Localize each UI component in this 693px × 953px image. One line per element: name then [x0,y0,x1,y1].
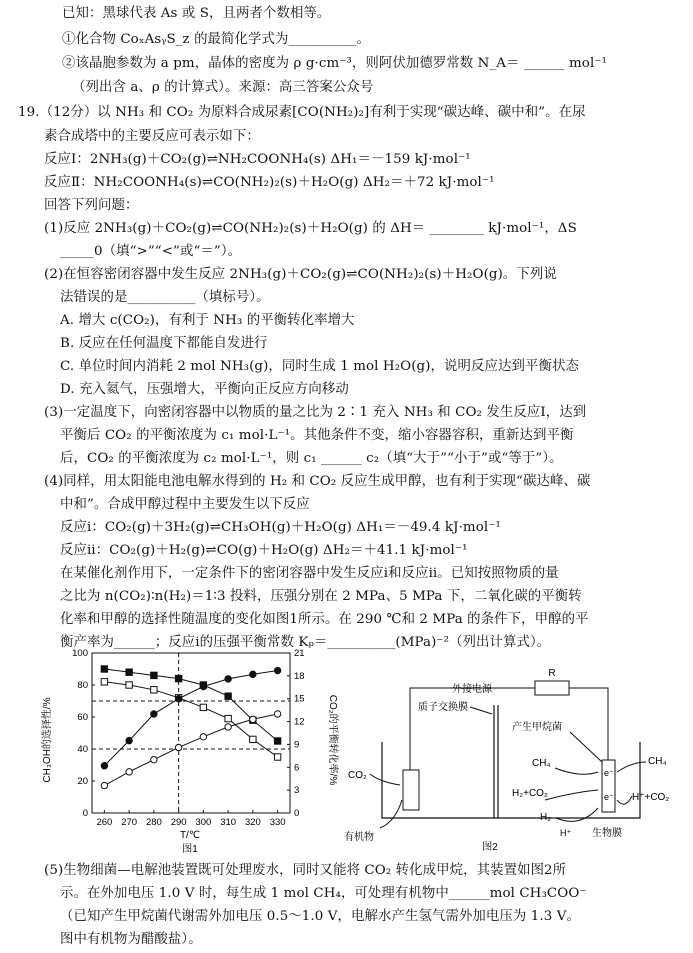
text-line: D. 充入氦气，压强增大，平衡向正反应方向移动 [60,382,349,397]
text-line: （已知产生甲烷菌代谢需外加电压 0.5～1.0 V，电解水产生氢气需外加电压为 1.3 V。 [60,909,580,924]
text-line: 示。在外加电压 1.0 V 时，每生成 1 mol CH₄，可处理有机物中______mol CH₃COO⁻ [60,886,587,901]
text-line: 素合成塔中的主要反应可表示如下： [44,129,260,144]
text-line: 法错误的是__________（填标号）。 [60,290,270,305]
text-line: 回答下列问题： [44,198,139,213]
data-point [101,666,107,672]
y-right-tick-label: 9 [294,739,300,751]
data-point [126,737,132,743]
hco2-out: H⁺+CO₂ [632,792,670,803]
chart-caption: 图1 [182,844,198,855]
plot-frame [92,653,290,813]
y-left-tick-label: 80 [77,680,88,691]
ch4-out: CH₄ [648,756,667,767]
data-point [151,687,157,693]
x-tick-label: 300 [195,817,212,828]
y-left-tick-label: 40 [77,744,88,755]
text-line: 已知：黑球代表 As 或 S，且两者个数相等。 [62,6,331,21]
data-point [175,696,181,702]
data-point [175,744,181,750]
resistor [535,681,569,695]
figure-1-chart [40,645,340,857]
data-point [126,769,132,775]
data-point [274,711,280,717]
series-line [104,669,277,741]
data-point [126,669,132,675]
text-line: 化率和甲醇的选择性随温度的变化如图1所示。在 290 ℃和 2 MPa 的条件下，甲醇的平 [60,612,589,627]
text-line: 平衡后 CO₂ 的平衡浓度为 c₁ mol·L⁻¹。其他条件不变，缩小容器容积，重新达到平衡 [60,428,574,443]
membrane-label: 质子交换膜 [418,702,468,713]
y-left-tick-label: 100 [72,648,88,659]
text-line: 中和”。合成甲醇过程中主要发生以下反应 [60,497,310,512]
data-point [151,672,157,678]
text-line: A. 增大 c(CO₂)，有利于 NH₃ 的平衡转化率增大 [60,313,355,328]
data-point [225,724,231,730]
data-point [225,676,231,682]
text-line: 反应Ⅱ：NH₂COONH₄(s)⇌CO(NH₂)₂(s)＋H₂O(g) ΔH₂＝＋72 kJ·mol⁻¹ [44,175,495,190]
resistor-label: R [548,668,556,679]
chart-ticks [72,648,304,828]
power-label: 外接电源 [452,684,492,695]
y-right-tick-label: 6 [294,762,300,774]
text-line: 衡产率为______；反应ⅰ的压强平衡常数 Kₚ＝__________(MPa)⁻²（列出计算式）。 [60,635,551,650]
text-line: 后，CO₂ 的平衡浓度为 c₂ mol·L⁻¹，则 c₁ ______ c₂（填“大于”“小于”或“等于”）。 [60,451,563,466]
y-right-tick-label: 3 [294,785,300,797]
data-point [101,763,107,769]
data-point [225,715,231,721]
x-tick-label: 280 [145,817,162,828]
y-left-tick-label: 60 [77,712,88,723]
e1-label: e⁻ [604,768,614,778]
x-tick-label: 270 [121,817,138,828]
y-left-tick-label: 20 [77,776,88,787]
y-right-tick-label: 21 [294,648,305,659]
text-line: C. 单位时间内消耗 2 mol NH₃(g)，同时生成 1 mol H₂O(g)，说明反应达到平衡状态 [60,359,579,374]
text-line: 反应ⅱ：CO₂(g)＋H₂(g)⇌CO(g)＋H₂O(g) ΔH₂＝＋41.1 kJ·mol⁻¹ [60,543,468,558]
data-point [151,756,157,762]
text-line: ②该晶胞参数为 a pm，晶体的密度为 ρ g·cm⁻³，则阿伏加德罗常数 N_A＝ ______ mol⁻¹ [62,56,607,71]
ch4-in: CH₄ [532,758,551,769]
e2-label: e⁻ [604,792,614,802]
text-line: (4)同样，用太阳能电池电解水得到的 H₂ 和 CO₂ 反应生成甲醇，也有利于实现“碳达峰、碳 [44,474,591,489]
text-line: _____0（填“>”“<”或“＝”）。 [60,244,242,259]
y-right-tick-label: 0 [294,808,300,819]
h2co2: H₂+CO₂ [512,788,548,799]
text-line: ①化合物 CoₓAsᵧS_z 的最简化学式为__________。 [62,32,370,47]
data-point [274,667,280,673]
x-tick-label: 310 [220,817,237,828]
data-point [250,716,256,722]
data-point [101,679,107,685]
x-tick-label: 290 [170,817,187,828]
text-line: 图中有机物为醋酸盐）。 [60,932,202,947]
y-right-tick-label: 18 [294,670,305,682]
hplus-label: H⁺ [560,828,572,838]
data-point [250,736,256,742]
text-line: B. 反应在任何温度下都能自发进行 [60,336,268,351]
data-point [126,682,132,688]
data-point [274,738,280,744]
text-line: 之比为 n(CO₂)∶n(H₂)＝1∶3 投料，压强分别在 2 MPa、5 MPa 下，二氧化碳的平衡转 [60,589,582,604]
y-right-tick-label: 12 [294,716,305,728]
figure-2-caption: 图2 [482,842,498,853]
chart-ylabel-left: CH₃OH的选择性/% [42,697,53,783]
x-tick-label: 330 [269,817,286,828]
text-line: (2)在恒容密闭容器中发生反应 2NH₃(g)＋CO₂(g)⇌CO(NH₂)₂(s)＋H₂O(g)。下列说 [44,267,557,282]
y-right-tick-label: 15 [294,693,305,705]
chart-ylabel-right: CO₂的平衡转化率/% [327,694,338,786]
y-left-tick-label: 0 [82,808,88,819]
h2-label: H₂ [540,812,552,823]
data-point [200,734,206,740]
x-tick-label: 320 [244,817,261,828]
biofilm-label: 生物膜 [592,828,622,839]
data-point [200,683,206,689]
figure-2-diagram [340,650,680,855]
text-line: 反应Ⅰ：2NH₃(g)＋CO₂(g)⇌NH₂COONH₄(s) ΔH₁＝－159 kJ·mol⁻¹ [44,152,471,167]
data-point [274,754,280,760]
bacteria-label: 产生甲烷菌 [512,722,562,733]
anode [403,770,419,810]
text-line: (1)反应 2NH₃(g)＋CO₂(g)⇌CO(NH₂)₂(s)＋H₂O(g) 的 ΔH＝ ________ kJ·mol⁻¹，ΔS [44,221,577,236]
text-line: 在某催化剂作用下，一定条件下的密闭容器中发生反应ⅰ和反应ⅱ。已知按照物质的量 [60,566,559,581]
left-organic: 有机物 [344,832,374,843]
text-line: (3)一定温度下，向密闭容器中以物质的量之比为 2∶1 充入 NH₃ 和 CO₂ 发生反应Ⅰ，达到 [44,405,587,420]
text-line: 19.（12分）以 NH₃ 和 CO₂ 为原料合成尿素[CO(NH₂)₂]有利于实现“碳达峰、碳中和”。在尿 [18,105,586,120]
data-point [225,693,231,699]
chart-series [101,666,281,789]
text-line: (5)生物细菌—电解池装置既可处理废水，同时又能将 CO₂ 转化成甲烷，其装置如图2所 [44,863,567,878]
data-point [250,671,256,677]
chart-xlabel: T/℃ [179,830,201,841]
text-line: （列出含 a、ρ 的计算式）。来源：高三答案公众号 [72,80,374,95]
text-line: 反应ⅰ：CO₂(g)＋3H₂(g)⇌CH₃OH(g)＋H₂O(g) ΔH₁＝－49.4 kJ·mol⁻¹ [60,520,501,535]
data-point [151,711,157,717]
data-point [101,782,107,788]
x-tick-label: 260 [96,817,113,828]
chart-axes [92,653,290,813]
data-point [175,675,181,681]
data-point [200,704,206,710]
left-co2: CO₂ [348,770,367,781]
